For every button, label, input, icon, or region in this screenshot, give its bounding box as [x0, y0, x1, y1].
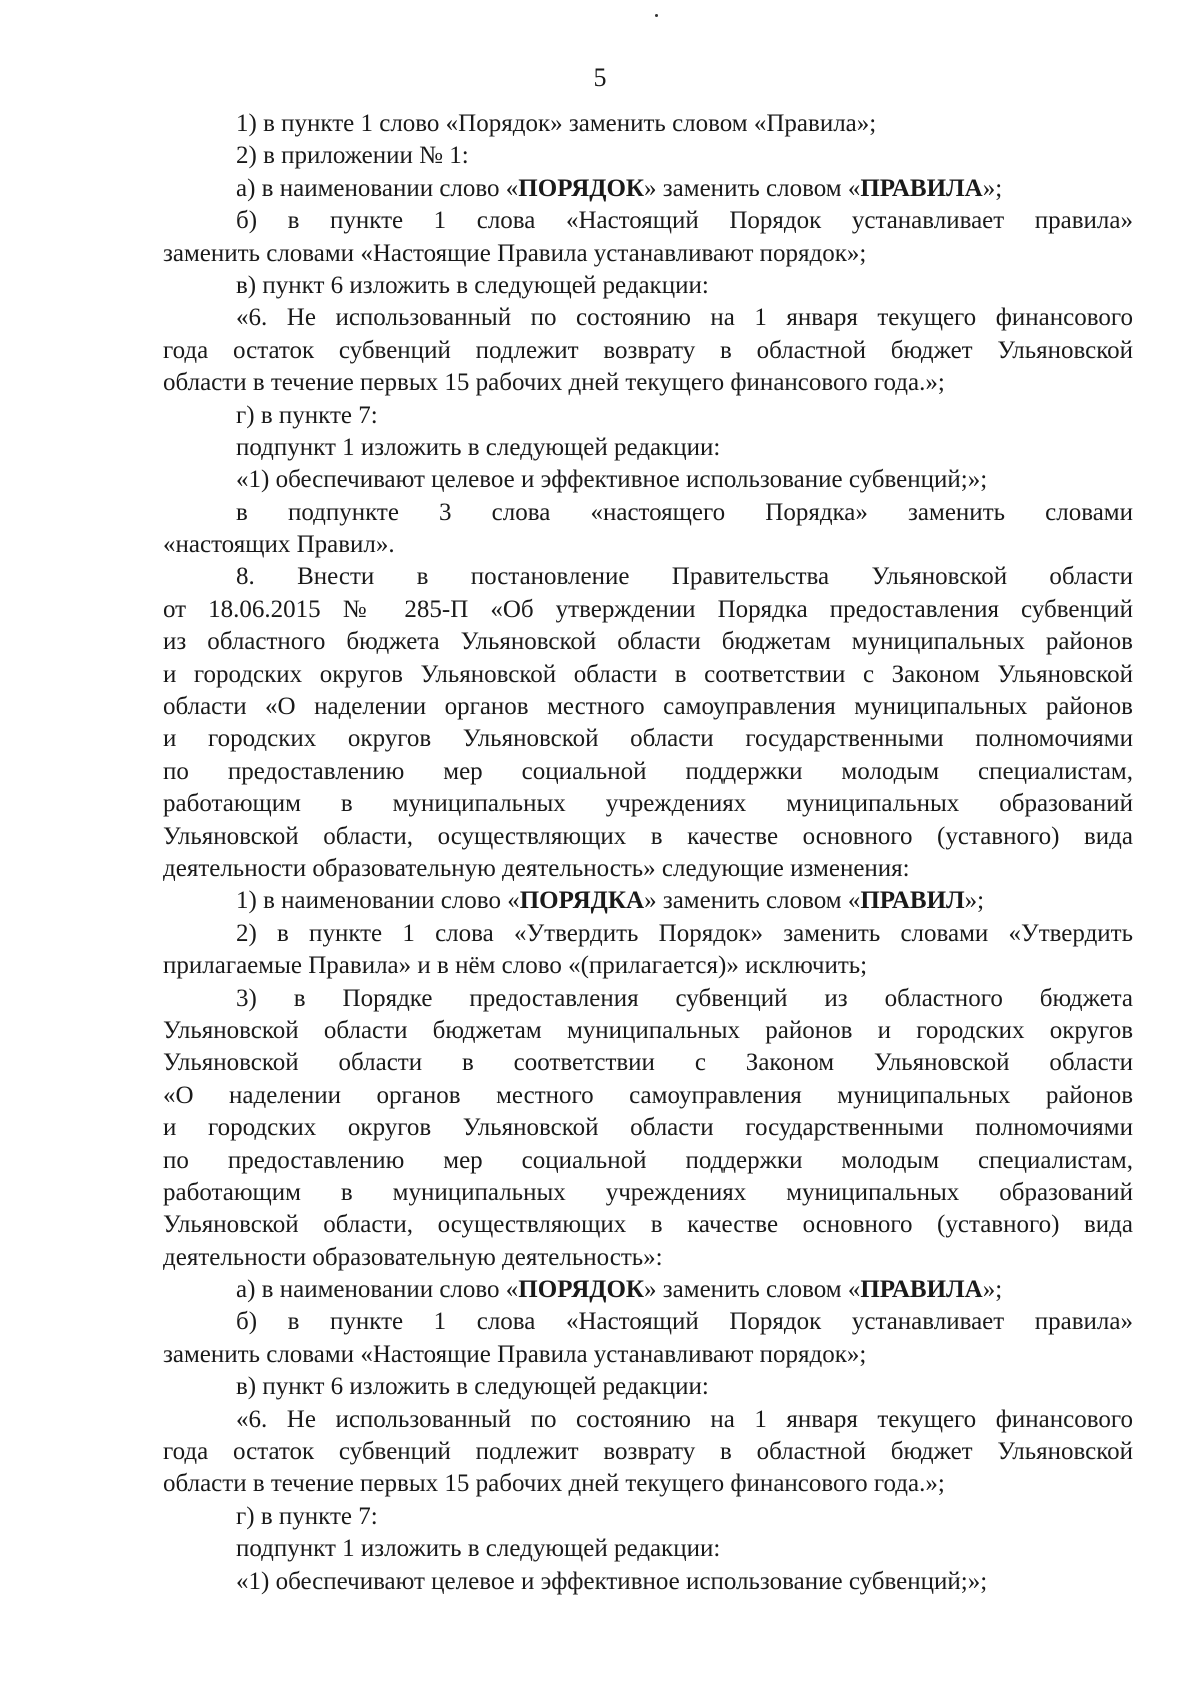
bold-term: ПОРЯДКА [519, 887, 645, 915]
text-run: а) в наименовании слово « [236, 1276, 519, 1304]
bold-term: ПОРЯДОК [518, 1276, 645, 1304]
text-line: Ульяновской области бюджетам муниципальных районов и городских округов [163, 1016, 1133, 1044]
bold-term: ПРАВИЛА [860, 1276, 983, 1304]
text-line: области «О наделении органов местного самоуправления муниципальных районов [163, 693, 1133, 721]
text-line: «О наделении органов местного самоуправления муниципальных районов [163, 1081, 1133, 1109]
page-number: 5 [593, 63, 607, 92]
text-line: деятельности образовательную деятельность»: [163, 1243, 663, 1271]
scan-speck [655, 14, 658, 17]
text-line: Ульяновской области, осуществляющих в качестве основного (уставного) вида [163, 1211, 1133, 1239]
text-line: по предоставлению мер социальной поддержки молодым специалистам, [163, 757, 1133, 785]
text-line: из областного бюджета Ульяновской области бюджетам муниципальных районов [163, 628, 1133, 656]
bold-term: ПРАВИЛ [860, 887, 965, 915]
text-line: г) в пункте 7: [236, 401, 378, 429]
text-line: заменить словами «Настоящие Правила устанавливают порядок»; [163, 239, 867, 267]
text-line: прилагаемые Правила» и в нём слово «(прилагается)» исключить; [163, 952, 868, 980]
text-line: 3) в Порядке предоставления субвенций из областного бюджета [236, 984, 1133, 1012]
text-line: «1) обеспечивают целевое и эффективное использование субвенций;»; [236, 466, 988, 494]
text-line: «1) обеспечивают целевое и эффективное использование субвенций;»; [236, 1567, 988, 1595]
text-line: области в течение первых 15 рабочих дней текущего финансового года.»; [163, 1470, 945, 1498]
text-run: » заменить словом « [644, 1276, 861, 1304]
text-line: «6. Не использованный по состоянию на 1 января текущего финансового [236, 1405, 1133, 1433]
text-run: 1) в наименовании слово « [236, 887, 520, 915]
text-line: заменить словами «Настоящие Правила устанавливают порядок»; [163, 1340, 867, 1368]
text-line: работающим в муниципальных учреждениях муниципальных образований [163, 1178, 1133, 1206]
text-line: подпункт 1 изложить в следующей редакции: [236, 433, 721, 461]
text-run: »; [982, 1276, 1003, 1304]
text-line: 2) в приложении № 1: [236, 142, 469, 170]
text-line: г) в пункте 7: [236, 1502, 378, 1530]
text-line: работающим в муниципальных учреждениях муниципальных образований [163, 790, 1133, 818]
text-run: » заменить словом « [644, 887, 861, 915]
text-run: »; [964, 887, 985, 915]
text-line: в) пункт 6 изложить в следующей редакции: [236, 1373, 709, 1401]
text-line: от 18.06.2015 № 285-П «Об утверждении Порядка предоставления субвенций [163, 595, 1133, 623]
text-line: года остаток субвенций подлежит возврату в областной бюджет Ульяновской [163, 1438, 1133, 1466]
text-line: и городских округов Ульяновской области в соответствии с Законом Ульяновской [163, 660, 1133, 688]
text-run: » заменить словом « [644, 174, 861, 202]
text-line: «настоящих Правил». [163, 531, 395, 559]
text-line: 2) в пункте 1 слова «Утвердить Порядок» заменить словами «Утвердить [236, 919, 1133, 947]
text-line: б) в пункте 1 слова «Настоящий Порядок устанавливает правила» [236, 1308, 1133, 1336]
bold-term: ПОРЯДОК [518, 174, 645, 202]
text-line: «6. Не использованный по состоянию на 1 января текущего финансового [236, 304, 1133, 332]
text-line: и городских округов Ульяновской области государственными полномочиями [163, 1114, 1133, 1142]
text-line [163, 885, 1133, 917]
text-line: Ульяновской области, осуществляющих в качестве основного (уставного) вида [163, 822, 1133, 850]
text-line: года остаток субвенций подлежит возврату в областной бюджет Ульяновской [163, 336, 1133, 364]
text-line: б) в пункте 1 слова «Настоящий Порядок устанавливает правила» [236, 207, 1133, 235]
text-run: »; [982, 174, 1003, 202]
bold-term: ПРАВИЛА [860, 174, 983, 202]
text-line: и городских округов Ульяновской области государственными полномочиями [163, 725, 1133, 753]
text-line: подпункт 1 изложить в следующей редакции: [236, 1535, 721, 1563]
text-run: а) в наименовании слово « [236, 174, 519, 202]
text-line: деятельности образовательную деятельность» следующие изменения: [163, 854, 910, 882]
text-line [163, 1274, 1133, 1306]
text-line: 8. Внести в постановление Правительства Ульяновской области [236, 563, 1133, 591]
text-line: в подпункте 3 слова «настоящего Порядка» заменить словами [236, 498, 1133, 526]
text-line: области в течение первых 15 рабочих дней текущего финансового года.»; [163, 369, 945, 397]
document-body [163, 108, 1133, 1598]
text-line: в) пункт 6 изложить в следующей редакции: [236, 271, 709, 299]
text-line: по предоставлению мер социальной поддержки молодым специалистам, [163, 1146, 1133, 1174]
text-line: Ульяновской области в соответствии с Законом Ульяновской области [163, 1049, 1133, 1077]
text-line: 1) в пункте 1 слово «Порядок» заменить словом «Правила»; [236, 110, 877, 137]
text-line [163, 173, 1133, 205]
